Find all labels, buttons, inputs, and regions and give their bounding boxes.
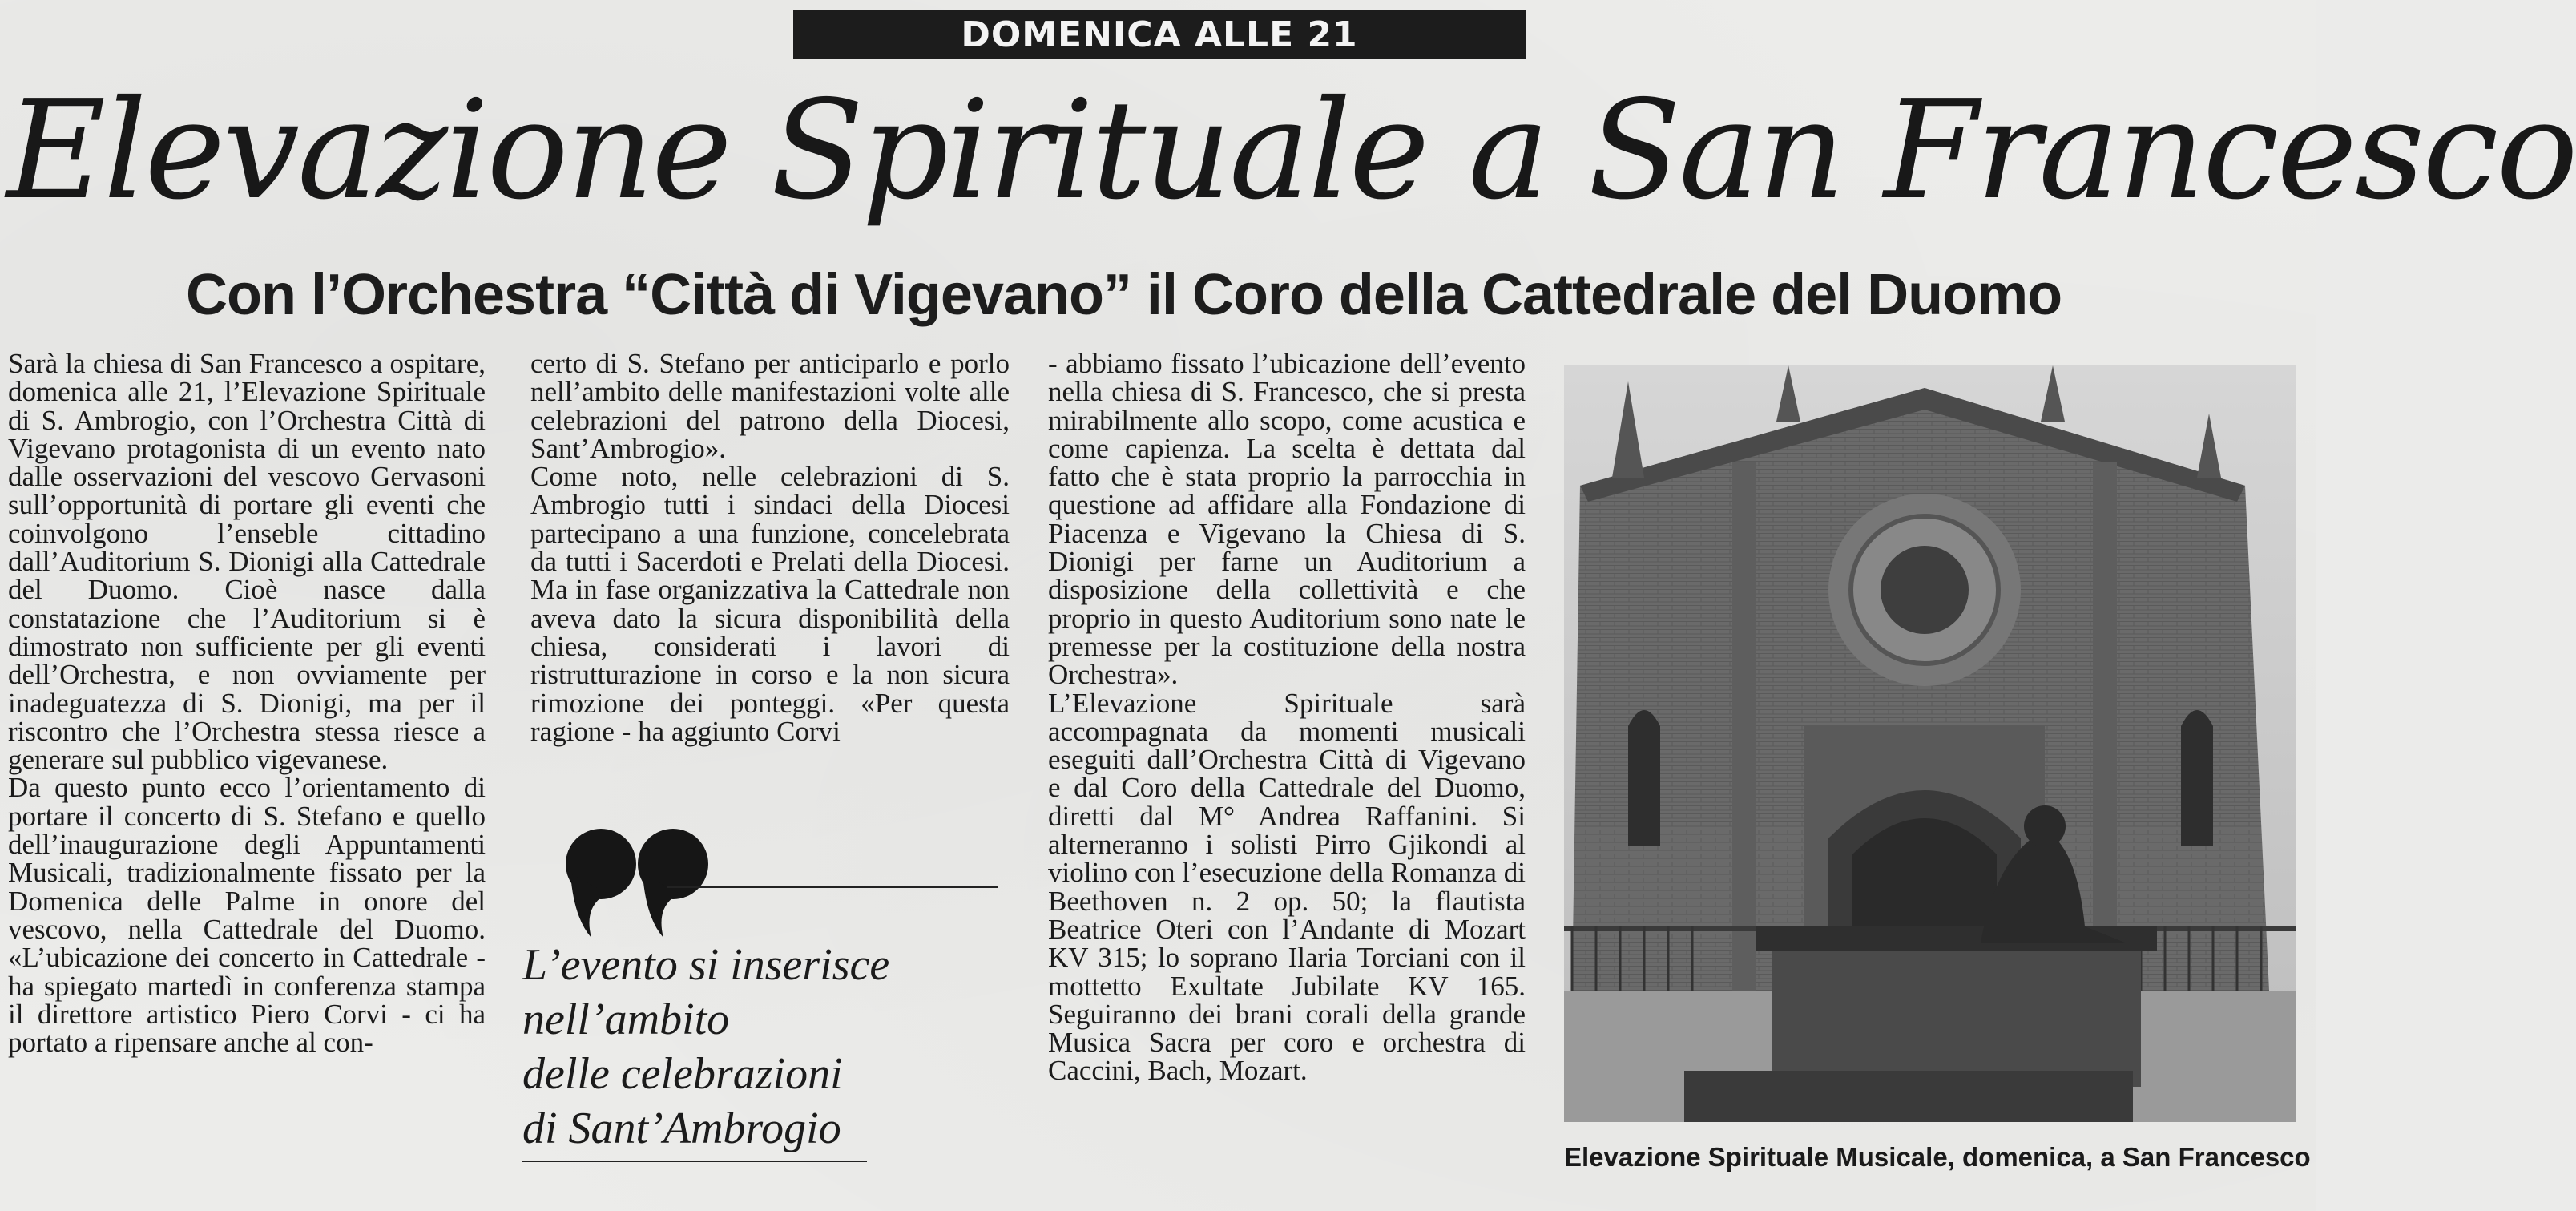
article-column-1: Sarà la chiesa di San Francesco a ospitare, domenica alle 21, l’Elevazione Spirituale di S. Ambrogio, con l’Orchestra Città di Vigevano protagonista di un evento nato dalle osservazioni del vescovo Gervasoni sull’opportunità di portare gli eventi che coinvolgono l’enseble cittadino dall’Auditorium S. Dionigi alla Cattedrale del Duomo. Cioè nasce dalla constatazione che l’Auditorium si è dimostrato non sufficiente per gli eventi dell’Orchestra, e non ovviamente per inadeguatezza di S. Dionigi, ma per il riscontro che l’Orchestra stessa riesce a generare sul pubblico vigevanese. Da questo punto ecco l’orientamento di portare il concerto di S. Stefano e quello dell’inaugurazione degli Appuntamenti Musicali, tradizionalmente fissato per la Domenica delle Palme in onore del vescovo, nella Cattedrale del Duomo. «L’ubicazione dei concerto in Cattedrale - ha spiegato martedì in conferenza stampa il direttore artistico Piero Corvi - ci ha portato a ripensare anche al con- <box>8 348 486 1059</box>
article-kicker: DOMENICA ALLE 21 <box>793 10 1526 59</box>
church-photo <box>1564 365 2296 1122</box>
pull-quote-bottom-rule <box>522 1161 867 1162</box>
article-subheadline: Con l’Orchestra “Città di Vigevano” il Coro della Cattedrale del Duomo <box>186 263 2062 327</box>
article-column-2: certo di S. Stefano per anticiparlo e porlo nell’ambito delle manifestazioni volte alle celebrazioni del patrono della Diocesi, Sant’Ambrogio». Come noto, nelle celebrazioni di S. Ambrogio tutti i sindaci della Diocesi partecipano a una funzione, concelebrata da tutti i Sacerdoti e Prelati della Diocesi. Ma in fase organizzativa la Cattedrale non aveva dato la sicura disponibilità della chiesa, considerati i lavori di ristrutturazione in corso e la non sicura rimozione dei ponteggi. «Per questa ragione - ha aggiunto Corvi <box>530 348 1010 747</box>
article-headline: Elevazione Spirituale a San Francesco <box>6 71 2576 230</box>
pull-quote-text: L’evento si inserisce nell’ambito delle celebrazioni di Sant’Ambrogio <box>522 940 890 1153</box>
pull-quote-top-rule <box>667 886 998 888</box>
photo-caption: Elevazione Spirituale Musicale, domenica, a San Francesco <box>1564 1142 2311 1172</box>
article-column-3: - abbiamo fissato l’ubicazione dell’evento nella chiesa di S. Francesco, che si presta mirabilmente allo scopo, come acustica e come capienza. La scelta è dettata dal fatto che è stata proprio la parrocchia in questione ad affidare alla Fondazione di Piacenza e Vigevano la Chiesa di S. Dionigi per farne un Auditorium a disposizione della collettività e che proprio in questo Auditorium sono nate le premesse per la costituzione della nostra Orchestra». L’Elevazione Spirituale sarà accompagnata da momenti musicali eseguiti dall’Orchestra Città di Vigevano e dal Coro della Cattedrale del Duomo, diretti dal M° Andrea Raffanini. Si alterneranno i solisti Pirro Gjikondi al violino con l’esecuzione della Romanza di Beethoven n. 2 op. 50; la flautista Beatrice Oteri con l’Andante di Mozart KV 315; lo soprano Ilaria Torciani con il mottetto Exultate Jubilate KV 165. Seguiranno dei brani corali della grande Musica Sacra per coro e orchestra di Caccini, Bach, Mozart. <box>1048 348 1526 1087</box>
san-francesco-church-facade-image <box>1564 365 2296 1122</box>
pull-quote-box <box>519 817 1000 1170</box>
quotation-mark-icon <box>559 817 720 946</box>
